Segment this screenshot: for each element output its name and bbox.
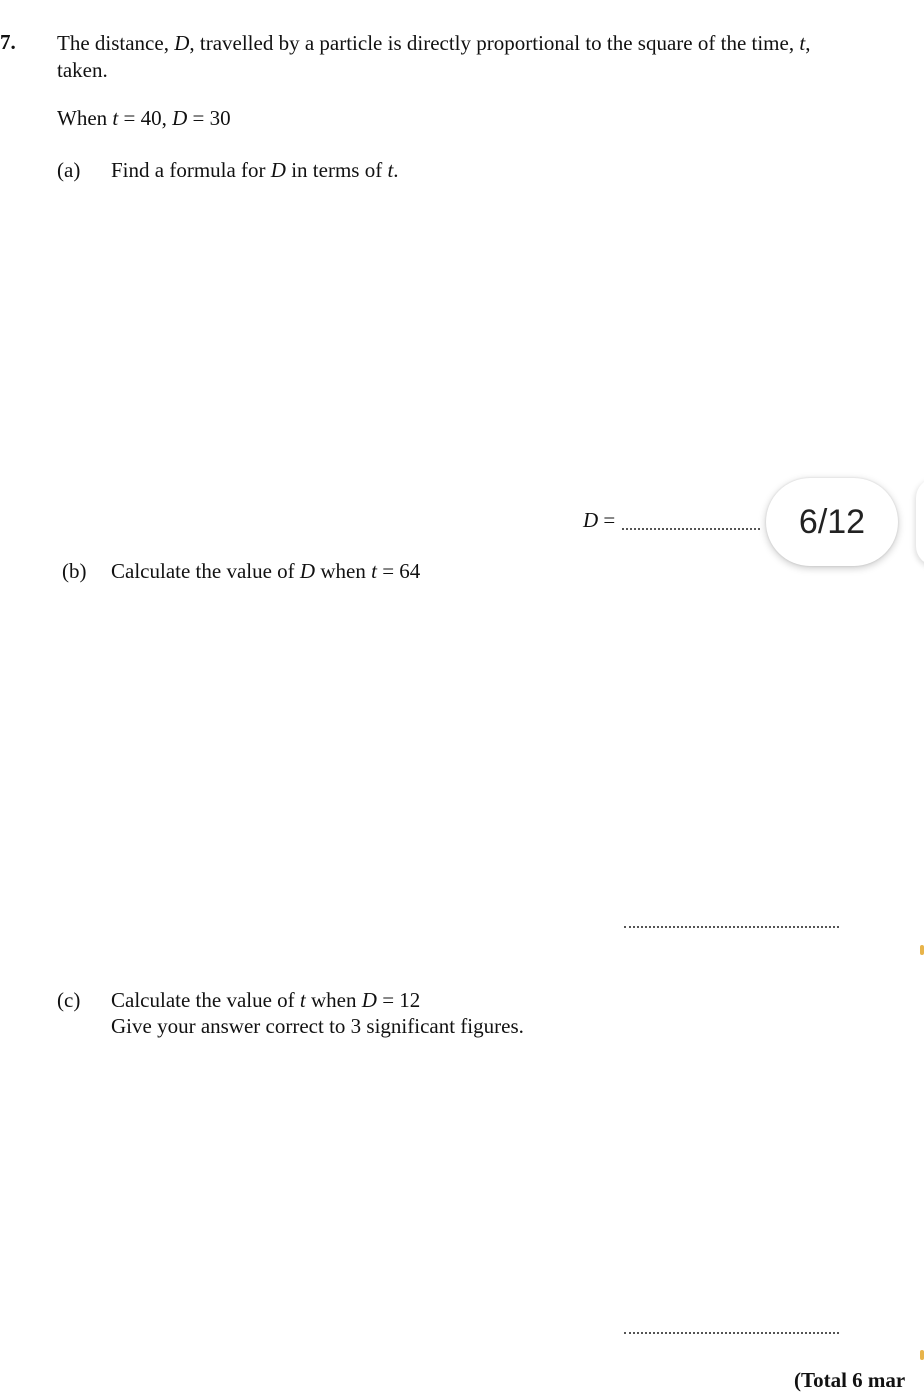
part-c-span: when: [305, 988, 362, 1012]
var-t: t: [112, 106, 119, 130]
part-b-text: [111, 558, 420, 585]
question-number: 7.: [0, 30, 16, 54]
part-a-span: in terms of: [285, 158, 388, 182]
question-stem-line1: [57, 30, 810, 57]
given-condition: [57, 105, 231, 132]
part-c-span: = 12: [376, 988, 421, 1012]
part-a-span: Find a formula for: [111, 158, 271, 182]
var-d: D: [174, 31, 190, 55]
part-b-answer-line[interactable]: [624, 926, 839, 928]
equals-sign: =: [598, 508, 616, 532]
part-b-span: when: [315, 559, 372, 583]
total-marks: (Total 6 mar: [794, 1368, 906, 1392]
part-b-label: (b): [62, 559, 87, 583]
part-c-label: (c): [57, 988, 81, 1012]
var-t: t: [799, 31, 806, 55]
stem-text: The distance,: [57, 31, 175, 55]
part-b-span: Calculate the value of: [111, 559, 300, 583]
part-a-answer-line[interactable]: [622, 528, 760, 530]
var-d: D: [299, 559, 316, 583]
var-t: t: [387, 158, 394, 182]
stem-text: , travelled by a particle is directly proportional to the square of the time,: [189, 31, 800, 55]
stem-text: ,: [805, 31, 811, 55]
var-d: D: [361, 988, 377, 1012]
part-a-label: (a): [57, 158, 81, 182]
var-d: D: [270, 158, 286, 182]
question-stem-line2: taken.: [57, 58, 108, 82]
var-d: D: [172, 106, 188, 130]
var-t: t: [299, 988, 306, 1012]
edge-marker: [920, 1350, 924, 1360]
var-t: t: [371, 559, 377, 583]
next-page-edge[interactable]: [916, 478, 924, 566]
part-a-text: [111, 157, 399, 184]
part-c-instruction: Give your answer correct to 3 significant figures.: [111, 1014, 524, 1038]
part-a-span: .: [393, 158, 399, 182]
given-text: = 30: [187, 106, 231, 130]
part-c-text: [111, 987, 420, 1014]
var-d: D: [583, 508, 599, 532]
part-a-answer-label: [583, 507, 615, 534]
page-indicator: 6/12: [766, 478, 898, 566]
edge-marker: [920, 945, 924, 955]
part-c-span: Calculate the value of: [111, 988, 300, 1012]
part-b-span: = 64: [376, 559, 421, 583]
given-text: When: [57, 106, 113, 130]
part-c-answer-line[interactable]: [624, 1332, 839, 1334]
given-text: = 40,: [118, 106, 173, 130]
